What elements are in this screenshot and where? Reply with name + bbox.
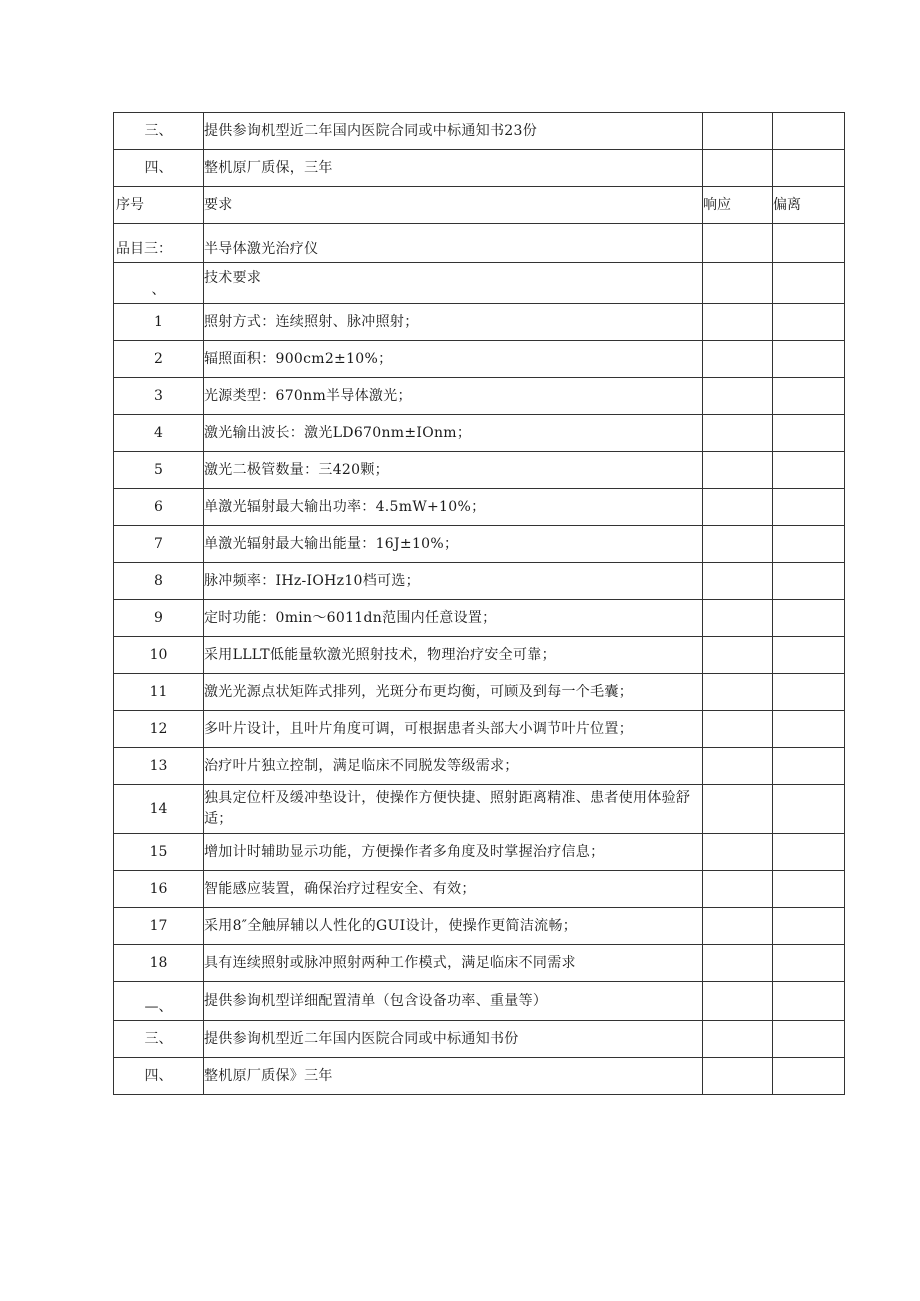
deviation-cell xyxy=(773,304,845,341)
row-number: 10 xyxy=(114,637,204,674)
deviation-cell xyxy=(773,711,845,748)
response-cell xyxy=(703,224,773,263)
row-requirement: 激光光源点状矩阵式排列，光斑分布更均衡，可顾及到每一个毛囊； xyxy=(204,674,703,711)
row-number: 3 xyxy=(114,378,204,415)
deviation-cell xyxy=(773,982,845,1021)
deviation-cell xyxy=(773,1058,845,1095)
deviation-cell xyxy=(773,263,845,304)
deviation-cell xyxy=(773,341,845,378)
deviation-cell xyxy=(773,834,845,871)
table-row xyxy=(114,452,845,489)
deviation-cell xyxy=(773,452,845,489)
row-number: 三、 xyxy=(114,113,204,150)
response-cell xyxy=(703,563,773,600)
response-cell xyxy=(703,1058,773,1095)
row-number: 14 xyxy=(114,785,204,834)
deviation-cell xyxy=(773,563,845,600)
deviation-cell xyxy=(773,871,845,908)
response-cell xyxy=(703,304,773,341)
response-cell xyxy=(703,748,773,785)
requirements-table xyxy=(113,112,845,1095)
row-requirement: 整机原厂质保，三年 xyxy=(204,150,703,187)
response-cell xyxy=(703,1021,773,1058)
response-cell xyxy=(703,982,773,1021)
response-cell xyxy=(703,834,773,871)
table-row xyxy=(114,378,845,415)
section-title: 技术要求 xyxy=(204,263,703,304)
row-number: 16 xyxy=(114,871,204,908)
deviation-cell xyxy=(773,748,845,785)
row-number: 四、 xyxy=(114,1058,204,1095)
item-name: 半导体激光治疗仪 xyxy=(204,224,703,263)
row-requirement: 智能感应装置，确保治疗过程安全、有效； xyxy=(204,871,703,908)
table-row xyxy=(114,945,845,982)
row-requirement: 照射方式：连续照射、脉冲照射； xyxy=(204,304,703,341)
row-number: —、 xyxy=(114,982,204,1021)
section-row xyxy=(114,263,845,304)
header-no: 序号 xyxy=(114,187,204,224)
row-number: 12 xyxy=(114,711,204,748)
table-row xyxy=(114,1058,845,1095)
row-number: 三、 xyxy=(114,1021,204,1058)
item-label: 品目三： xyxy=(114,224,204,263)
deviation-cell xyxy=(773,785,845,834)
table-row xyxy=(114,637,845,674)
deviation-cell xyxy=(773,908,845,945)
row-requirement: 提供参询机型近二年国内医院合同或中标通知书23份 xyxy=(204,113,703,150)
row-requirement: 单激光辐射最大输出功率：4.5mW+10%； xyxy=(204,489,703,526)
row-requirement: 脉冲频率：IHz-IOHz10档可选； xyxy=(204,563,703,600)
deviation-cell xyxy=(773,150,845,187)
deviation-cell xyxy=(773,113,845,150)
deviation-cell xyxy=(773,378,845,415)
response-cell xyxy=(703,341,773,378)
deviation-cell xyxy=(773,600,845,637)
section-number: 、 xyxy=(114,263,204,304)
row-requirement: 激光输出波长：激光LD670nm±IOnm； xyxy=(204,415,703,452)
row-number: 11 xyxy=(114,674,204,711)
table-row xyxy=(114,1021,845,1058)
response-cell xyxy=(703,378,773,415)
table-row xyxy=(114,563,845,600)
response-cell xyxy=(703,908,773,945)
table-row xyxy=(114,113,845,150)
table-row xyxy=(114,600,845,637)
deviation-cell xyxy=(773,1021,845,1058)
header-row xyxy=(114,187,845,224)
response-cell xyxy=(703,711,773,748)
response-cell xyxy=(703,263,773,304)
response-cell xyxy=(703,489,773,526)
table-row xyxy=(114,150,845,187)
row-number: 1 xyxy=(114,304,204,341)
response-cell xyxy=(703,600,773,637)
deviation-cell xyxy=(773,526,845,563)
row-requirement: 采用LLLT低能量软激光照射技术，物理治疗安全可靠； xyxy=(204,637,703,674)
row-requirement: 定时功能：0min～6011dn范围内任意设置； xyxy=(204,600,703,637)
row-number: 5 xyxy=(114,452,204,489)
table-row xyxy=(114,341,845,378)
row-requirement: 多叶片设计，且叶片角度可调，可根据患者头部大小调节叶片位置； xyxy=(204,711,703,748)
response-cell xyxy=(703,637,773,674)
row-requirement: 独具定位杆及缓冲垫设计，使操作方便快捷、照射距离精准、患者使用体验舒适； xyxy=(204,785,703,834)
response-cell xyxy=(703,871,773,908)
response-cell xyxy=(703,113,773,150)
row-number: 9 xyxy=(114,600,204,637)
row-requirement: 增加计时辅助显示功能，方便操作者多角度及时掌握治疗信息； xyxy=(204,834,703,871)
response-cell xyxy=(703,452,773,489)
row-number: 四、 xyxy=(114,150,204,187)
table-row xyxy=(114,674,845,711)
table-row xyxy=(114,526,845,563)
deviation-cell xyxy=(773,415,845,452)
row-requirement: 提供参询机型详细配置清单（包含设备功率、重量等） xyxy=(204,982,703,1021)
row-number: 8 xyxy=(114,563,204,600)
deviation-cell xyxy=(773,224,845,263)
row-number: 13 xyxy=(114,748,204,785)
table-row xyxy=(114,415,845,452)
response-cell xyxy=(703,415,773,452)
row-requirement: 治疗叶片独立控制，满足临床不同脱发等级需求； xyxy=(204,748,703,785)
row-requirement: 提供参询机型近二年国内医院合同或中标通知书份 xyxy=(204,1021,703,1058)
table-row xyxy=(114,834,845,871)
row-number: 2 xyxy=(114,341,204,378)
item-row xyxy=(114,224,845,263)
table-row xyxy=(114,785,845,834)
row-requirement: 辐照面积：900cm2±10%； xyxy=(204,341,703,378)
row-requirement: 光源类型：670nm半导体激光； xyxy=(204,378,703,415)
header-response: 响应 xyxy=(703,187,773,224)
row-number: 7 xyxy=(114,526,204,563)
deviation-cell xyxy=(773,945,845,982)
response-cell xyxy=(703,150,773,187)
row-requirement: 采用8″全触屏辅以人性化的GUI设计，使操作更简洁流畅； xyxy=(204,908,703,945)
table-row xyxy=(114,908,845,945)
table-row xyxy=(114,489,845,526)
response-cell xyxy=(703,526,773,563)
table-row xyxy=(114,711,845,748)
table-row xyxy=(114,871,845,908)
deviation-cell xyxy=(773,674,845,711)
row-requirement: 单激光辐射最大输出能量：16J±10%； xyxy=(204,526,703,563)
header-requirement: 要求 xyxy=(204,187,703,224)
response-cell xyxy=(703,945,773,982)
row-requirement: 激光二极管数量：三420颗； xyxy=(204,452,703,489)
row-number: 17 xyxy=(114,908,204,945)
header-deviation: 偏离 xyxy=(773,187,845,224)
deviation-cell xyxy=(773,637,845,674)
response-cell xyxy=(703,785,773,834)
table-row xyxy=(114,982,845,1021)
deviation-cell xyxy=(773,489,845,526)
row-number: 6 xyxy=(114,489,204,526)
row-requirement: 具有连续照射或脉冲照射两种工作模式，满足临床不同需求 xyxy=(204,945,703,982)
row-number: 4 xyxy=(114,415,204,452)
table-row xyxy=(114,304,845,341)
row-number: 15 xyxy=(114,834,204,871)
row-number: 18 xyxy=(114,945,204,982)
response-cell xyxy=(703,674,773,711)
row-requirement: 整机原厂质保》三年 xyxy=(204,1058,703,1095)
table-row xyxy=(114,748,845,785)
